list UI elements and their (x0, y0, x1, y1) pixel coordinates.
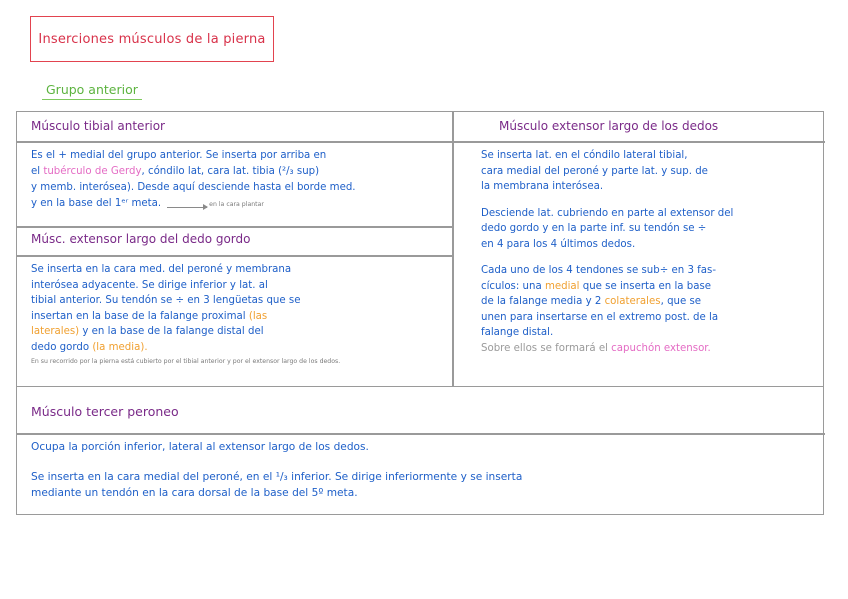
highlight-medial: medial (544, 280, 580, 292)
muscles-table (16, 111, 824, 387)
dedo-gordo-line-2: interósea adyacente. Se dirige inferior y lat. al (31, 279, 268, 291)
tibial-line-3: y memb. interósea). Desde aquí desciende hasta el borde med. (31, 182, 356, 193)
tibial-body (31, 148, 446, 213)
group-heading: Grupo anterior (42, 82, 142, 100)
dedo-gordo-line-1: Se inserta en la cara med. del peroné y membrana (31, 264, 292, 275)
tibial-line-1: Es el + medial del grupo anterior. Se inserta por arriba en (31, 150, 327, 161)
dedos-p4-line: Sobre ellos se formará el capuchón extensor. (481, 342, 711, 354)
dedo-gordo-heading: Músc. extensor largo del dedo gordo (31, 232, 251, 246)
column-divider (452, 112, 454, 386)
dedo-gordo-line-4: insertan en la base de la falange proximal (las (31, 310, 268, 322)
dedo-gordo-body (31, 262, 446, 369)
dedo-gordo-line-6: dedo gordo (la media). (31, 341, 148, 353)
dedos-p3-line-4: unen para insertarse en el extremo post. de la (481, 311, 719, 323)
dedos-p2-line-1: Desciende lat. cubriendo en parte al extensor del (481, 207, 734, 219)
title-box (30, 16, 274, 62)
tercer-heading: Músculo tercer peroneo (31, 404, 179, 419)
tercer-line-2: Se inserta en la cara medial del peroné, en el ¹/₃ inferior. Se dirige inferiormente y se inserta (31, 471, 523, 483)
dedo-gordo-line-5: laterales) y en la base de la falange distal del (31, 326, 264, 337)
dedo-gordo-note: En su recorrido por la pierna está cubierto por el tibial anterior y por el extensor largo de los dedos. (31, 358, 341, 365)
dedos-p1-line-1: Se inserta lat. en el cóndilo lateral tibial, (481, 150, 688, 161)
tercer-header-divider (17, 433, 825, 435)
highlight-colaterales: colaterales (604, 296, 661, 307)
tercer-body (31, 439, 816, 501)
dedos-p3-line-2: cículos: una medial que se inserta en la base (481, 280, 712, 292)
dedo-gordo-line-3: tibial anterior. Su tendón se ÷ en 3 lengüetas que se (31, 295, 301, 306)
dedos-body (481, 148, 817, 356)
tercer-line-3: mediante un tendón en la cara dorsal de la base del 5º meta. (31, 487, 358, 499)
tibial-note: en la cara plantar (209, 201, 264, 208)
dedos-heading: Músculo extensor largo de los dedos (499, 119, 719, 133)
header-divider (17, 141, 825, 143)
row-divider-1 (17, 226, 452, 228)
highlight-gerdy: tubérculo de Gerdy (43, 166, 142, 177)
dedos-p1-line-3: la membrana interósea. (481, 181, 604, 192)
dedos-p3-line-5: falange distal. (481, 327, 554, 338)
dedos-p1-line-2: cara medial del peroné y parte lat. y sup. de (481, 165, 708, 177)
highlight-laterales: (las (248, 310, 268, 322)
dedos-p3-line-1: Cada uno de los 4 tendones se sub÷ en 3 fas- (481, 265, 716, 276)
page-title: Inserciones músculos de la pierna (38, 31, 266, 47)
row-divider-2 (17, 255, 452, 257)
dedos-p2-line-2: dedo gordo y en la parte inf. su tendón se ÷ (481, 223, 707, 234)
dedos-p2-line-3: en 4 para los 4 últimos dedos. (481, 238, 636, 250)
tibial-heading: Músculo tibial anterior (31, 119, 165, 133)
tibial-line-2: el tubérculo de Gerdy, cóndilo lat, cara lat. tibia (²/₃ sup) (31, 166, 320, 177)
highlight-capuchon: capuchón extensor. (611, 342, 711, 354)
tercer-peroneo-table (16, 387, 824, 515)
dedos-p3-line-3: de la falange media y 2 colaterales, que se (481, 296, 702, 307)
tercer-line-1: Ocupa la porción inferior, lateral al extensor largo de los dedos. (31, 441, 369, 453)
tibial-line-4: y en la base del 1ᵉʳ meta. en la cara plantar (31, 198, 264, 209)
arrow-icon (167, 207, 207, 208)
highlight-media: (la media). (92, 341, 148, 353)
